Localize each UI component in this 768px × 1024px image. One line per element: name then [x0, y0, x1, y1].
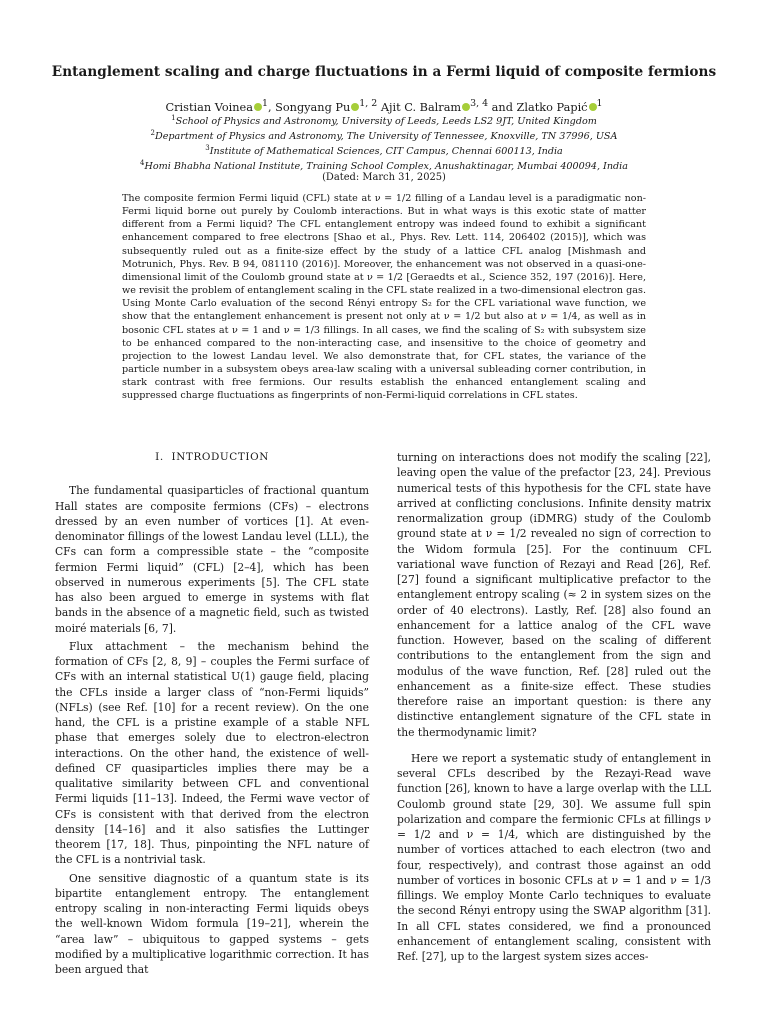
paragraph: One sensitive diagnostic of a quantum state is its bipartite entanglement entropy. The entanglement entropy scaling in non-interacting Fermi liquids obeys the well-known Widom formula [19–21], wherein the “area law” – ubiquitous to gapped systems – gets modified by a multiplicative logarithmic correction. It has been argued that	[55, 871, 369, 976]
paragraph: Here we report a systematic study of entanglement in several CFLs described by the Rezayi-Read wave function [26], known to have a large overlap with the LLL Coulomb ground state [29, 30]. We assume full spin polarization and compare the fermionic CFLs at fillings ν = 1/2 and ν = 1/4, which are distinguished by the number of vortices attached to each electron (two and four, respectively), and contrast those against an odd number of vortices in bosonic CFLs at ν = 1 and ν = 1/3 fillings. We employ Monte Carlo techniques to evaluate the second Rényi entropy using the SWAP algorithm [31]. In all CFL states considered, we find a pronounced enhancement of entanglement scaling, consistent with Ref. [27], up to the largest system sizes acces-	[397, 751, 711, 963]
author-name: Zlatko Papić	[516, 100, 588, 114]
right-column	[397, 450, 711, 964]
affiliation: $^4$Homi Bhabha National Institute, Training School Complex, Anushaktinagar, Mumbai 400094, India	[140, 159, 628, 173]
affiliation: $^2$Department of Physics and Astronomy, The University of Tennessee, Knoxville, TN 37996, USA	[150, 129, 618, 143]
author-list: Cristian Voinea $^1$, Songyang Pu $^{1, 2}$ Ajit C. Balram $^{3, 4}$ and Zlatko Papić $^1$	[165, 98, 603, 114]
paragraph: turning on interactions does not modify the scaling [22], leaving open the value of the prefactor [23, 24]. Previous numerical tests of this hypothesis for the CFL state have arrived at conflicting conclusions. Infinite density matrix renormalization group (iDMRG) study of the Coulomb ground state at ν = 1/2 revealed no sign of correction to the Widom formula [25]. For the continuum CFL variational wave function of Rezayi and Read [26], Ref. [27] found a significant multiplicative prefactor to the entanglement entropy scaling (≈ 2 in system sizes on the order of 40 electrons). Lastly, Ref. [28] also found an enhancement for a lattice analog of the CFL wave function. However, based on the scaling of different contributions to the entanglement from the sign and modulus of the wave function, Ref. [28] ruled out the enhancement as a finite-size effect. These studies therefore raise an important question: is there any distinctive entanglement signature of the CFL state in the thermodynamic limit?	[397, 451, 711, 739]
orcid-icon[interactable]	[462, 103, 470, 111]
abstract: The composite fermion Fermi liquid (CFL) state at ν = 1/2 filling of a Landau level is a paradigmatic non-Fermi liquid borne out purely by Coulomb interactions. But in what ways is this exotic state of matter different from a Fermi liquid? The CFL entanglement entropy was indeed found to exhibit a significant enhancement compared to free electrons [Shao et al., Phys. Rev. Lett. 114, 206402 (2015)], which was subsequently ruled out as a finite-size effect by the study of a lattice CFL analog [Mishmash and Motrunich, Phys. Rev. B 94, 081110 (2016)]. Moreover, the enhancement was not observed in a quasi-one-dimensional limit of the Coulomb ground state at ν = 1/2 [Geraedts et al., Science 352, 197 (2016)]. Here, we revisit the problem of entanglement scaling in the CFL state realized in a two-dimensional electron gas. Using Monte Carlo evaluation of the second Rényi entropy S₂ for the CFL variational wave function, we show that the entanglement enhancement is present not only at ν = 1/2 but also at ν = 1/4, as well as in bosonic CFL states at ν = 1 and ν = 1/3 fillings. In all cases, we find the scaling of S₂ with subsystem size to be enhanced compared to the non-interacting case, and insensitive to the choice of geometry and projection to the lowest Landau level. We also demonstrate that, for CFL states, the variance of the particle number in a subsystem obeys area-law scaling with a universal subleading corner contribution, in stark contrast with free fermions. Our results establish the enhanced entanglement scaling and suppressed charge fluctuations as fingerprints of non-Fermi-liquid correlations in CFL states.	[122, 193, 646, 402]
author-affil-sup: 3, 4	[470, 98, 489, 109]
affiliation: $^3$Institute of Mathematical Sciences, CIT Campus, Chennai 600113, India	[205, 144, 563, 158]
author-name: Songyang Pu	[275, 100, 351, 114]
author-affil-sup: 1, 2	[359, 98, 378, 109]
orcid-icon[interactable]	[254, 103, 262, 111]
author-name: Cristian Voinea	[165, 100, 253, 114]
orcid-icon[interactable]	[589, 103, 597, 111]
author-name: Ajit C. Balram	[380, 100, 462, 114]
author-affil-sup: 1	[261, 98, 268, 109]
paragraph: Flux attachment – the mechanism behind the formation of CFs [2, 8, 9] – couples the Fermi surface of CFs with an internal statistical U(1) gauge field, placing the CFLs inside a larger class of “non-Fermi liquids” (NFLs) (see Ref. [10] for a recent review). On the one hand, the CFL is a pristine example of a stable NFL phase that emerges solely due to electron-electron interactions. On the other hand, the existence of well-defined CF quasiparticles implies there may be a qualitative similarity between CFL and conventional Fermi liquids [11–13]. Indeed, the Fermi wave vector of CFs is consistent with that derived from the electron density [14–16] and it also satisfies the Luttinger theorem [17, 18]. Thus, pinpointing the NFL nature of the CFL is a nontrivial task.	[55, 639, 369, 867]
left-column	[55, 450, 369, 977]
affiliation: $^1$School of Physics and Astronomy, University of Leeds, Leeds LS2 9JT, United Kingdom	[171, 114, 597, 128]
date-line: (Dated: March 31, 2025)	[322, 172, 446, 183]
paper-title: Entanglement scaling and charge fluctuations in a Fermi liquid of composite fermions	[51, 64, 717, 80]
section-heading: I. INTRODUCTION	[155, 451, 269, 463]
author-affil-sup: 1	[596, 98, 603, 109]
paragraph: The fundamental quasiparticles of fractional quantum Hall states are composite fermions (CFs) – electrons dressed by an even number of vortices [1]. At even-denominator fillings of the lowest Landau level (LLL), the CFs can form a compressible state – the “composite fermion Fermi liquid” (CFL) [2–4], which has been observed in numerous experiments [5]. The CFL state has also been argued to emerge in systems with flat bands in the absence of a magnetic field, such as twisted moiré materials [6, 7].	[55, 484, 369, 635]
